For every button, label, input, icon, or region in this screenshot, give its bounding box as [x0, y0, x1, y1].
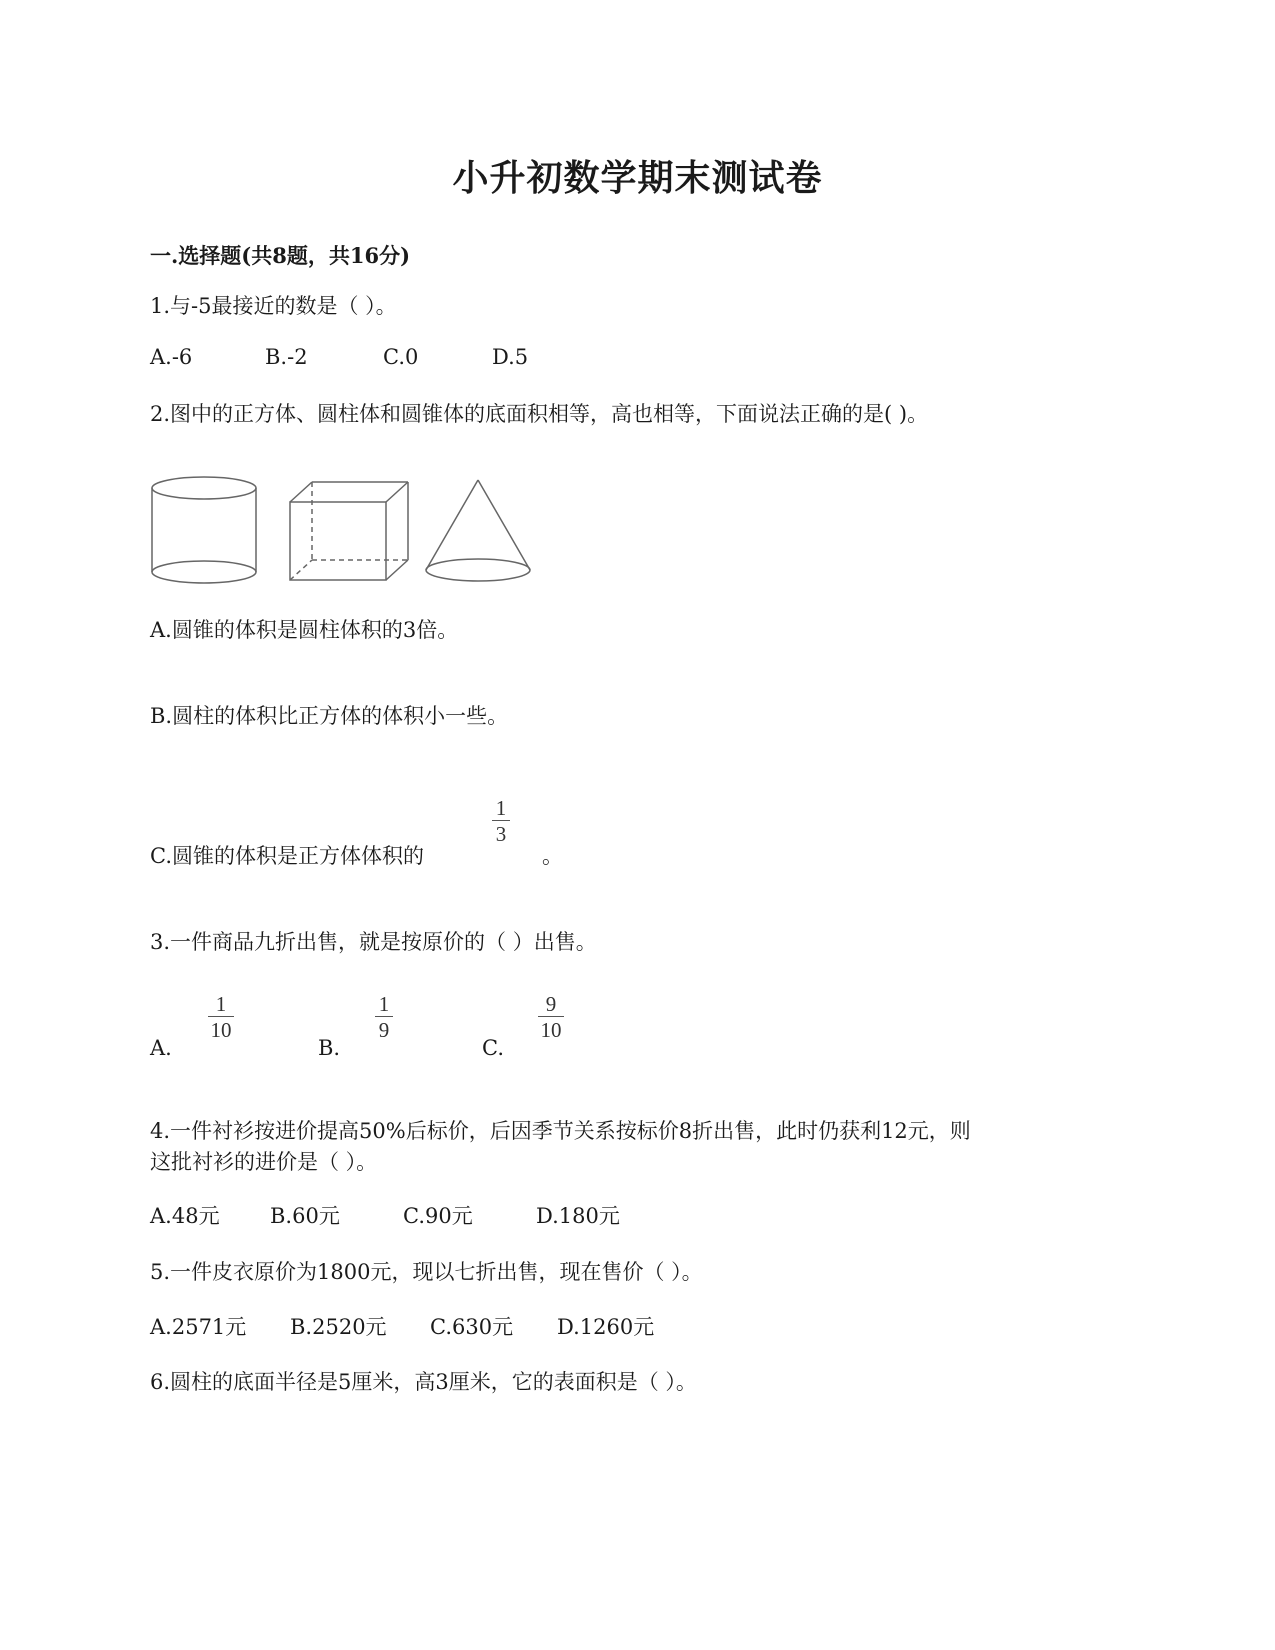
fraction-bar [375, 1016, 393, 1017]
question-1: 1.与-5最接近的数是（ ）。 [150, 294, 397, 318]
q4-option-d: D.180元 [536, 1204, 620, 1228]
q3-option-c-label: C. [482, 1036, 504, 1060]
page-title: 小升初数学期末测试卷 [452, 157, 823, 199]
q4-option-c: C.90元 [403, 1204, 473, 1228]
fraction-bar [208, 1016, 234, 1017]
q3-option-b-fraction [375, 993, 393, 1041]
question-6: 6.圆柱的底面半径是5厘米，高3厘米，它的表面积是（ ）。 [150, 1370, 697, 1394]
fraction-numerator: 1 [495, 796, 507, 820]
q2-figures-svg [150, 472, 550, 592]
fraction-denominator: 3 [495, 822, 507, 846]
q5-option-a: A.2571元 [150, 1315, 247, 1339]
fraction-bar [538, 1016, 564, 1017]
q1-option-a: A.-6 [150, 345, 193, 369]
fraction-bar [492, 820, 510, 821]
q2-option-c-suffix: 。 [542, 844, 563, 868]
question-4-line-2: 这批衬衫的进价是（ ）。 [150, 1150, 378, 1174]
fraction-numerator: 1 [378, 992, 390, 1016]
fraction-denominator: 9 [378, 1018, 390, 1042]
question-4-line-1: 4.一件衬衫按进价提高50%后标价，后因季节关系按标价8折出售，此时仍获利12元，则 [150, 1119, 971, 1143]
cone-icon [426, 480, 530, 581]
question-5: 5.一件皮衣原价为1800元，现以七折出售，现在售价（ ）。 [150, 1260, 703, 1284]
q2-figures [150, 472, 550, 596]
q1-option-d: D.5 [492, 345, 529, 369]
q4-option-b: B.60元 [270, 1204, 340, 1228]
fraction-denominator: 10 [540, 1018, 562, 1042]
cylinder-icon [152, 477, 256, 583]
cube-icon [290, 482, 408, 580]
question-3: 3.一件商品九折出售，就是按原价的（ ）出售。 [150, 930, 597, 954]
q1-option-c: C.0 [383, 345, 419, 369]
q3-option-b-label: B. [318, 1036, 341, 1060]
q1-option-b: B.-2 [265, 345, 308, 369]
q2-option-b: B.圆柱的体积比正方体的体积小一些。 [150, 704, 509, 728]
q5-option-d: D.1260元 [557, 1315, 655, 1339]
q3-option-a-label: A. [150, 1036, 172, 1060]
q3-option-c-fraction [538, 993, 564, 1041]
q4-option-a: A.48元 [150, 1204, 220, 1228]
fraction-numerator: 9 [545, 992, 557, 1016]
section-heading: 一.选择题(共8题，共16分) [150, 243, 411, 268]
q3-option-a-fraction [208, 993, 234, 1041]
fraction-denominator: 10 [210, 1018, 232, 1042]
q2-option-c: C.圆锥的体积是正方体体积的 [150, 844, 424, 868]
q2-option-a: A.圆锥的体积是圆柱体积的3倍。 [150, 618, 459, 642]
q5-option-b: B.2520元 [290, 1315, 387, 1339]
q2-option-c-fraction [492, 797, 510, 845]
fraction-numerator: 1 [215, 992, 227, 1016]
q5-option-c: C.630元 [430, 1315, 514, 1339]
question-2: 2.图中的正方体、圆柱体和圆锥体的底面积相等，高也相等，下面说法正确的是( )。 [150, 402, 929, 426]
